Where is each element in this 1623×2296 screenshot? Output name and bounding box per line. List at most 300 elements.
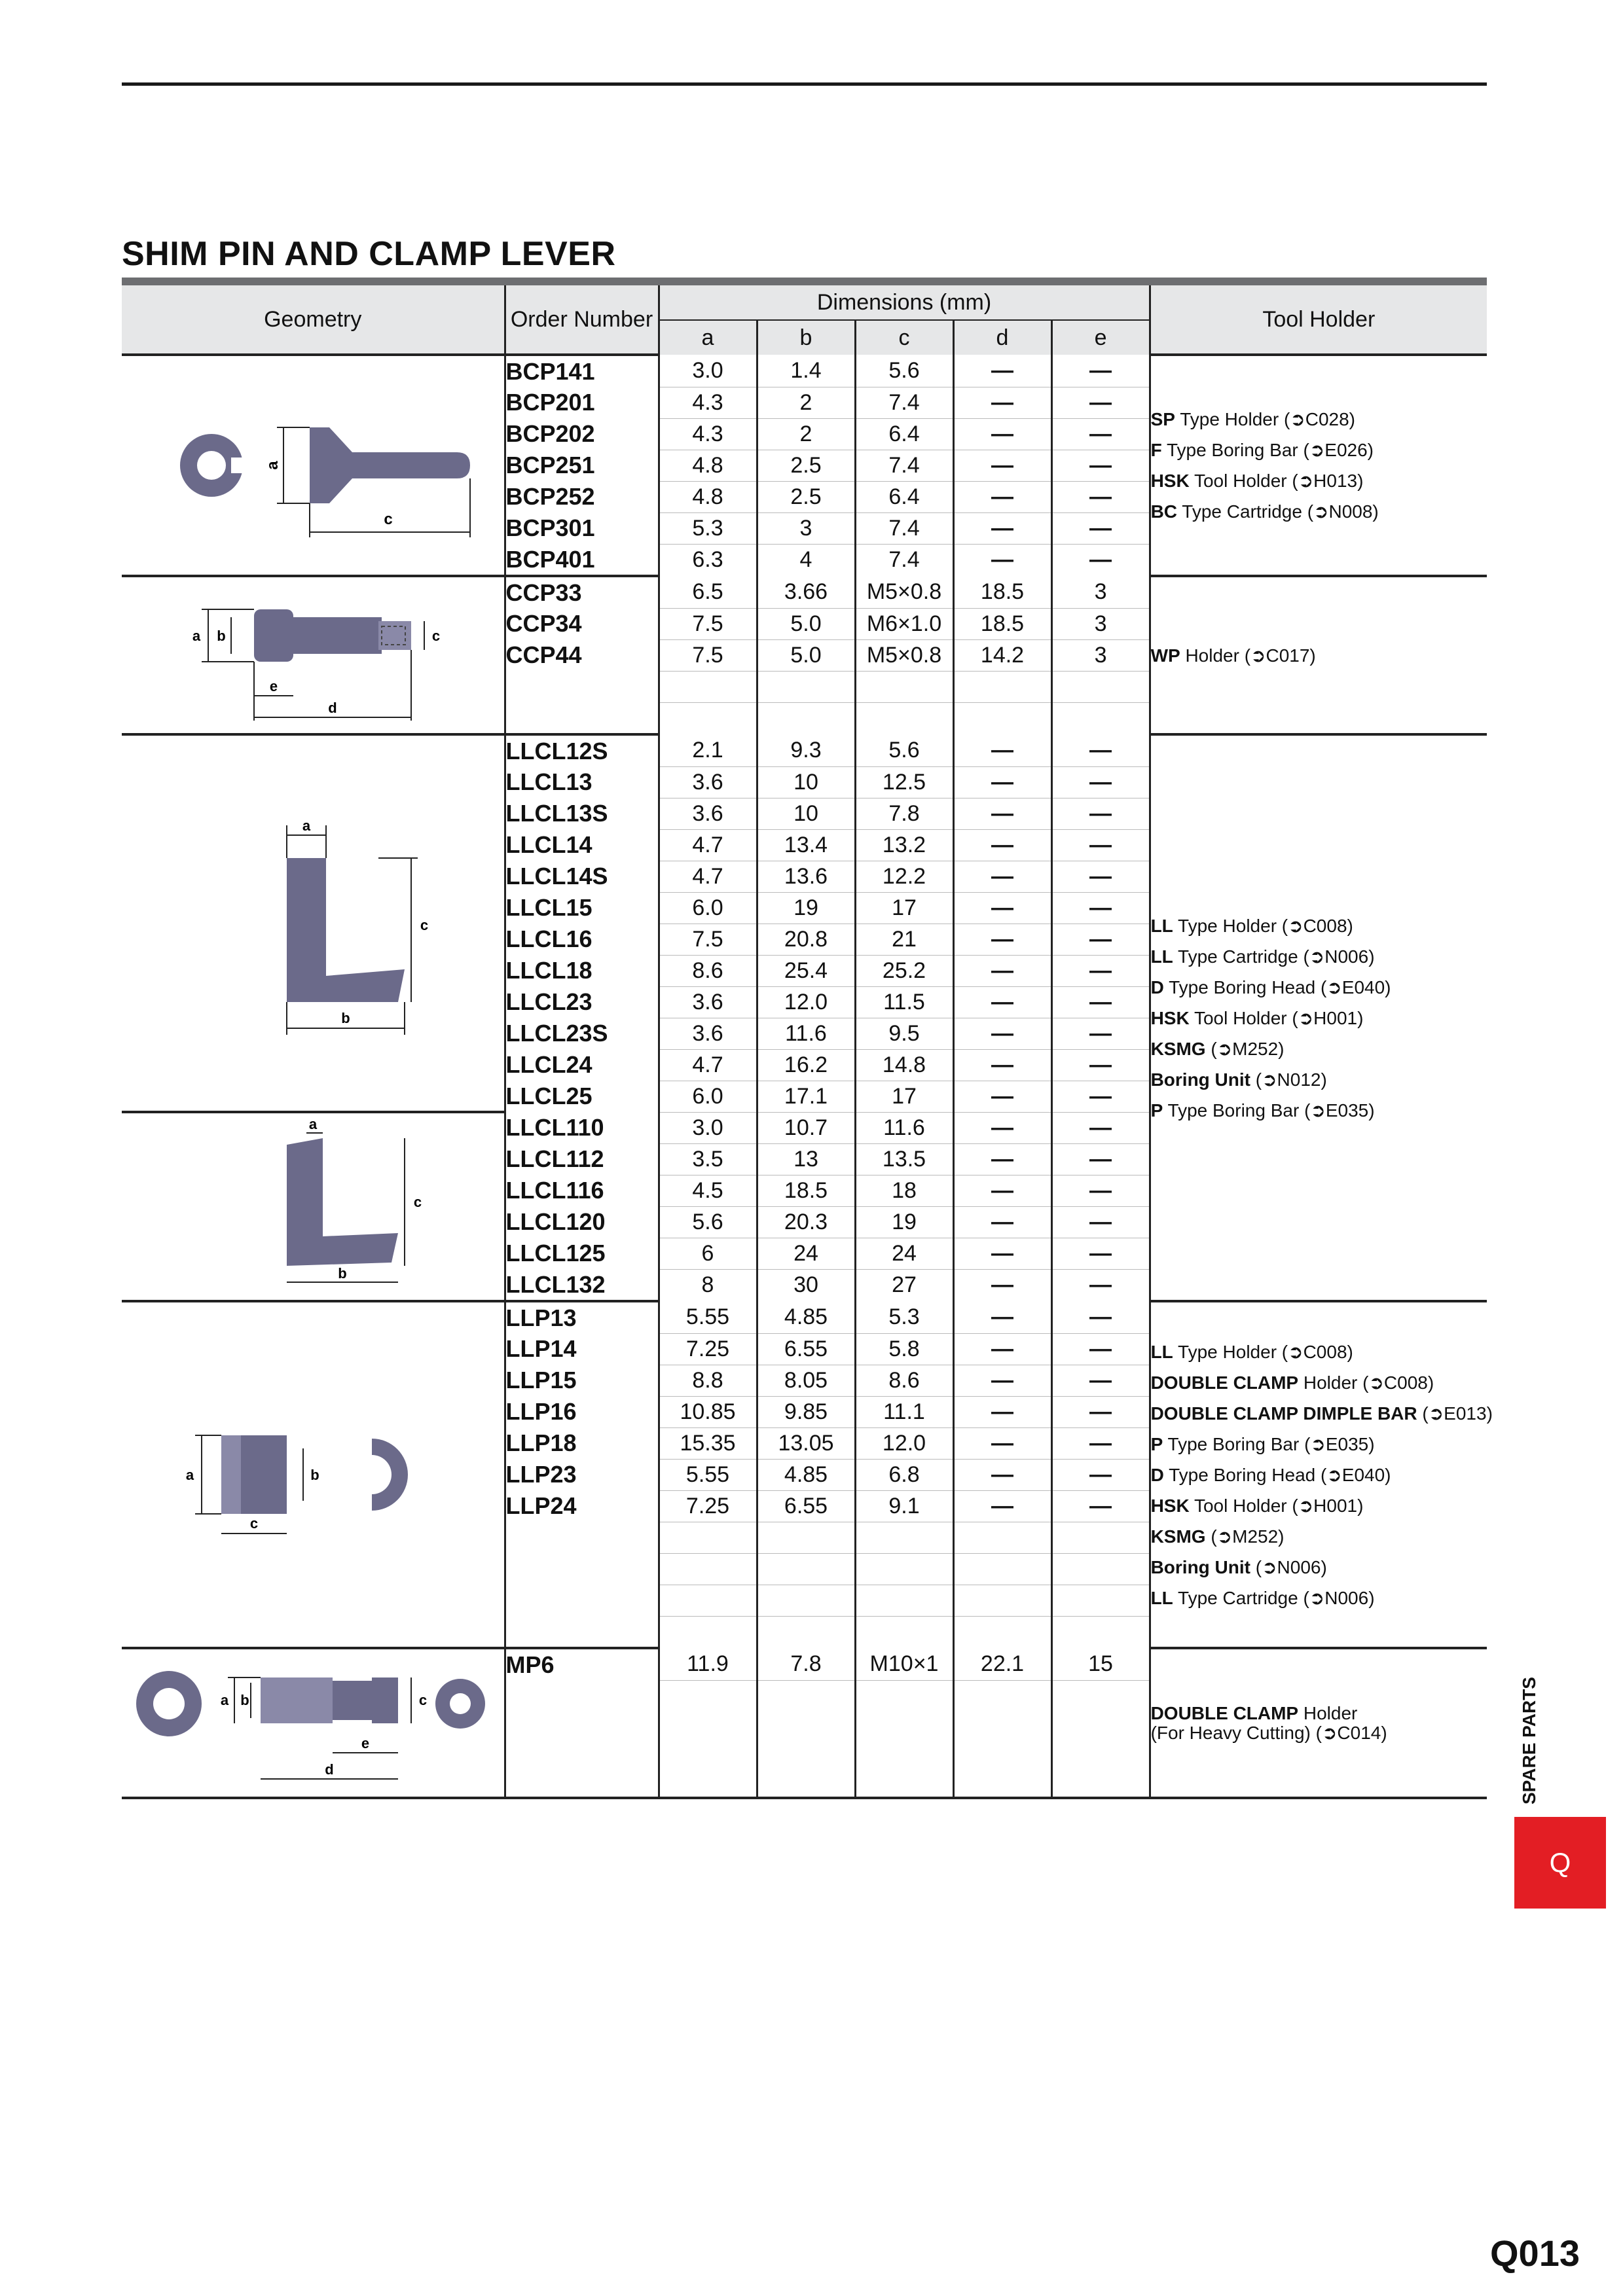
dim-a-cell	[659, 1522, 757, 1553]
order-number-cell: LLCL23S	[505, 1018, 659, 1049]
dim-e-cell: —	[1051, 1490, 1150, 1522]
table-row	[122, 576, 1487, 608]
dim-e-cell: —	[1051, 1301, 1150, 1333]
dim-a-cell: 8.8	[659, 1365, 757, 1396]
tool-holder-list	[1150, 1301, 1493, 1648]
dim-a-cell: 7.5	[659, 639, 757, 671]
dim-a-cell	[659, 1585, 757, 1616]
dim-b-cell: 13.4	[757, 829, 855, 861]
section-title: SHIM PIN AND CLAMP LEVER	[122, 235, 616, 273]
dim-c-cell: 5.6	[855, 734, 953, 766]
dim-a-cell: 2.1	[659, 734, 757, 766]
order-number-cell	[505, 1616, 659, 1648]
order-number-cell: CCP44	[505, 639, 659, 671]
svg-text:b: b	[217, 628, 226, 644]
dim-c-cell: 11.6	[855, 1112, 953, 1143]
order-number-cell: LLCL12S	[505, 734, 659, 766]
dim-b-cell: 17.1	[757, 1081, 855, 1112]
dim-c-cell: M10×1	[855, 1648, 953, 1680]
dim-c-cell: 12.2	[855, 861, 953, 892]
dim-c-cell: 5.6	[855, 355, 953, 387]
dim-a-cell: 15.35	[659, 1427, 757, 1459]
dim-d-cell	[953, 1585, 1051, 1616]
dim-c-cell: 7.4	[855, 387, 953, 418]
dim-c-cell: 21	[855, 924, 953, 955]
dim-d-cell: —	[953, 798, 1051, 829]
order-number-cell	[505, 702, 659, 734]
dim-e-cell: 3	[1051, 639, 1150, 671]
dim-d-cell: —	[953, 418, 1051, 450]
ccp-geometry-diagram	[122, 576, 505, 734]
dim-e-cell: —	[1051, 924, 1150, 955]
order-number-cell: LLCL24	[505, 1049, 659, 1081]
dim-e-cell: —	[1051, 1333, 1150, 1365]
dim-b-cell: 4.85	[757, 1301, 855, 1333]
svg-text:a: a	[220, 1691, 228, 1708]
dim-e-cell: —	[1051, 387, 1150, 418]
dim-a-cell: 5.6	[659, 1206, 757, 1238]
dim-b-cell: 6.55	[757, 1490, 855, 1522]
dim-d-cell: —	[953, 861, 1051, 892]
dim-c-cell: 13.2	[855, 829, 953, 861]
top-rule	[122, 82, 1487, 86]
header-dim-d: d	[953, 320, 1051, 355]
tool-holder-link[interactable]: (For Heavy Cutting) (➲C014)	[1150, 1722, 1387, 1743]
dim-e-cell	[1051, 1553, 1150, 1585]
dim-a-cell: 5.55	[659, 1459, 757, 1490]
tool-holder-list	[1150, 1648, 1487, 1798]
tool-holder-link[interactable]: Boring Unit (➲N006)	[1150, 1556, 1327, 1577]
svg-text:b: b	[338, 1265, 347, 1282]
dim-c-cell	[855, 1522, 953, 1553]
order-number-cell: CCP33	[505, 576, 659, 608]
tool-holder-link[interactable]: SP Type Holder (➲C028)	[1150, 409, 1355, 429]
order-number-cell: LLCL120	[505, 1206, 659, 1238]
order-number-cell	[505, 1680, 659, 1798]
order-number-cell	[505, 1522, 659, 1553]
dim-a-cell: 6.5	[659, 576, 757, 608]
dim-b-cell: 3	[757, 512, 855, 544]
dim-b-cell: 24	[757, 1238, 855, 1269]
dim-b-cell: 13.6	[757, 861, 855, 892]
dim-a-cell	[659, 671, 757, 702]
dim-c-cell: 19	[855, 1206, 953, 1238]
tool-holder-link[interactable]: DOUBLE CLAMP Holder (➲C008)	[1150, 1372, 1434, 1393]
dim-d-cell: 18.5	[953, 608, 1051, 639]
order-number-cell: LLCL16	[505, 924, 659, 955]
dim-b-cell	[757, 702, 855, 734]
order-number-cell: LLCL112	[505, 1143, 659, 1175]
tool-holder-link[interactable]: BC Type Cartridge (➲N008)	[1150, 501, 1379, 522]
tool-holder-link[interactable]: HSK Tool Holder (➲H013)	[1150, 471, 1364, 491]
tool-holder-link[interactable]: DOUBLE CLAMP Holder	[1150, 1702, 1358, 1723]
dim-a-cell: 7.25	[659, 1490, 757, 1522]
order-number-cell: BCP141	[505, 355, 659, 387]
dim-d-cell: —	[953, 734, 1051, 766]
header-dim-c: c	[855, 320, 953, 355]
dim-e-cell: —	[1051, 798, 1150, 829]
dim-a-cell: 4.7	[659, 1049, 757, 1081]
order-number-cell: LLCL116	[505, 1175, 659, 1206]
dim-d-cell: —	[953, 355, 1051, 387]
dim-d-cell: —	[953, 1365, 1051, 1396]
dim-d-cell: —	[953, 481, 1051, 512]
dim-c-cell	[855, 1616, 953, 1648]
dim-b-cell: 20.8	[757, 924, 855, 955]
header-dimensions: Dimensions (mm)	[659, 285, 1150, 320]
dim-e-cell: 3	[1051, 576, 1150, 608]
svg-text:d: d	[325, 1761, 334, 1778]
dim-a-cell: 5.55	[659, 1301, 757, 1333]
dim-a-cell	[659, 1616, 757, 1648]
svg-text:c: c	[249, 1515, 258, 1532]
dim-d-cell: —	[953, 1175, 1051, 1206]
dim-d-cell: —	[953, 512, 1051, 544]
dim-a-cell: 8	[659, 1269, 757, 1301]
section-tab[interactable]: Q	[1514, 1817, 1606, 1909]
dim-b-cell: 3.66	[757, 576, 855, 608]
tool-holder-link[interactable]: D Type Boring Head (➲E040)	[1150, 1464, 1391, 1485]
dim-a-cell	[659, 702, 757, 734]
dim-b-cell: 10.7	[757, 1112, 855, 1143]
dim-c-cell: 18	[855, 1175, 953, 1206]
order-number-cell: LLCL18	[505, 955, 659, 986]
dim-a-cell: 3.6	[659, 1018, 757, 1049]
tool-holder-link[interactable]: HSK Tool Holder (➲H001)	[1150, 1007, 1364, 1028]
svg-text:a: a	[302, 817, 310, 834]
dim-e-cell: —	[1051, 1396, 1150, 1427]
dim-c-cell: 14.8	[855, 1049, 953, 1081]
dim-e-cell: —	[1051, 1081, 1150, 1112]
dim-d-cell: —	[953, 1301, 1051, 1333]
dim-d-cell: 14.2	[953, 639, 1051, 671]
order-number-cell: LLCL13S	[505, 798, 659, 829]
svg-text:a: a	[192, 628, 200, 644]
dim-b-cell: 20.3	[757, 1206, 855, 1238]
dim-d-cell: —	[953, 544, 1051, 576]
dim-c-cell: 7.4	[855, 544, 953, 576]
tool-holder-link[interactable]: DOUBLE CLAMP DIMPLE BAR (➲E013)	[1150, 1403, 1493, 1424]
dim-e-cell: —	[1051, 1018, 1150, 1049]
tool-holder-link[interactable]: P Type Boring Bar (➲E035)	[1150, 1100, 1375, 1121]
dim-c-cell: 24	[855, 1238, 953, 1269]
dim-b-cell	[757, 1585, 855, 1616]
dim-c-cell: 25.2	[855, 955, 953, 986]
dim-b-cell: 9.3	[757, 734, 855, 766]
header-dim-b: b	[757, 320, 855, 355]
dim-e-cell: —	[1051, 481, 1150, 512]
dim-b-cell	[757, 1522, 855, 1553]
dim-b-cell: 18.5	[757, 1175, 855, 1206]
svg-text:c: c	[431, 628, 440, 644]
dim-d-cell: —	[953, 1206, 1051, 1238]
order-number-cell: LLP24	[505, 1490, 659, 1522]
dim-a-cell: 4.8	[659, 450, 757, 481]
dim-c-cell	[855, 671, 953, 702]
tool-holder-link[interactable]: WP Holder (➲C017)	[1150, 645, 1316, 666]
dim-a-cell: 7.25	[659, 1333, 757, 1365]
dim-c-cell	[855, 1585, 953, 1616]
dim-e-cell	[1051, 1616, 1150, 1648]
tool-holder-link[interactable]: P Type Boring Bar (➲E035)	[1150, 1433, 1375, 1454]
order-number-cell: MP6	[505, 1648, 659, 1680]
table-row	[122, 355, 1487, 387]
dim-b-cell: 4	[757, 544, 855, 576]
dim-d-cell	[953, 1553, 1051, 1585]
dim-d-cell: 22.1	[953, 1648, 1051, 1680]
dim-a-cell: 6.3	[659, 544, 757, 576]
svg-text:e: e	[269, 678, 278, 694]
header-dim-a: a	[659, 320, 757, 355]
dim-c-cell	[855, 702, 953, 734]
dim-c-cell: 12.0	[855, 1427, 953, 1459]
dim-c-cell: M5×0.8	[855, 576, 953, 608]
tool-holder-link[interactable]: KSMG (➲M252)	[1150, 1526, 1285, 1547]
dim-d-cell: —	[953, 1396, 1051, 1427]
dim-a-cell: 4.5	[659, 1175, 757, 1206]
order-number-cell: BCP401	[505, 544, 659, 576]
dim-b-cell: 5.0	[757, 639, 855, 671]
llcl-geometry-diagram	[122, 1112, 505, 1301]
dim-c-cell	[855, 1553, 953, 1585]
dim-a-cell: 4.8	[659, 481, 757, 512]
order-number-cell	[505, 671, 659, 702]
dim-b-cell: 10	[757, 766, 855, 798]
bcp-geometry-diagram	[122, 355, 505, 576]
dim-b-cell: 9.85	[757, 1396, 855, 1427]
dim-b-cell: 6.55	[757, 1333, 855, 1365]
tool-holder-link[interactable]: LL Type Holder (➲C008)	[1150, 1341, 1353, 1362]
dim-b-cell: 10	[757, 798, 855, 829]
dim-a-cell: 10.85	[659, 1396, 757, 1427]
dim-c-cell: 17	[855, 1081, 953, 1112]
dim-e-cell: —	[1051, 1143, 1150, 1175]
order-number-cell: BCP251	[505, 450, 659, 481]
dim-d-cell: —	[953, 1269, 1051, 1301]
dim-e-cell: —	[1051, 986, 1150, 1018]
dim-b-cell: 30	[757, 1269, 855, 1301]
dim-e-cell: —	[1051, 1269, 1150, 1301]
order-number-cell: LLCL25	[505, 1081, 659, 1112]
dim-d-cell: —	[953, 1143, 1051, 1175]
header-geometry: Geometry	[122, 285, 505, 355]
dim-e-cell: —	[1051, 450, 1150, 481]
dim-c-cell	[855, 1680, 953, 1798]
dim-e-cell	[1051, 1585, 1150, 1616]
dim-c-cell: 9.1	[855, 1490, 953, 1522]
table-row	[122, 734, 1487, 766]
order-number-cell: LLP13	[505, 1301, 659, 1333]
dim-b-cell: 2.5	[757, 481, 855, 512]
dim-e-cell: —	[1051, 1427, 1150, 1459]
table-row	[122, 1648, 1487, 1680]
order-number-cell: LLCL15	[505, 892, 659, 924]
tool-holder-link[interactable]: LL Type Cartridge (➲N006)	[1150, 946, 1375, 967]
dim-b-cell: 25.4	[757, 955, 855, 986]
dim-a-cell: 3.6	[659, 798, 757, 829]
dim-b-cell: 5.0	[757, 608, 855, 639]
svg-text:c: c	[420, 916, 428, 933]
order-number-cell: LLP15	[505, 1365, 659, 1396]
dim-b-cell: 19	[757, 892, 855, 924]
tool-holder-link[interactable]: D Type Boring Head (➲E040)	[1150, 977, 1391, 997]
dim-b-cell: 1.4	[757, 355, 855, 387]
page-number: Q013	[1490, 2233, 1580, 2274]
dim-e-cell: —	[1051, 1365, 1150, 1396]
order-number-cell: LLCL132	[505, 1269, 659, 1301]
dim-d-cell: 18.5	[953, 576, 1051, 608]
dim-d-cell: —	[953, 766, 1051, 798]
svg-text:a: a	[263, 461, 282, 470]
dim-d-cell: —	[953, 1459, 1051, 1490]
dim-d-cell	[953, 1522, 1051, 1553]
svg-text:c: c	[413, 1193, 422, 1210]
dim-d-cell: —	[953, 892, 1051, 924]
svg-text:a: a	[185, 1467, 194, 1483]
dim-e-cell: —	[1051, 829, 1150, 861]
dim-c-cell: 13.5	[855, 1143, 953, 1175]
tool-holder-list	[1150, 576, 1487, 734]
order-number-cell: LLP16	[505, 1396, 659, 1427]
dim-b-cell: 7.8	[757, 1648, 855, 1680]
tool-holder-link[interactable]: Boring Unit (➲N012)	[1150, 1069, 1327, 1090]
dim-e-cell	[1051, 1522, 1150, 1553]
mp-geometry-diagram	[122, 1648, 505, 1798]
dim-c-cell: 7.4	[855, 450, 953, 481]
dim-c-cell: 11.5	[855, 986, 953, 1018]
spare-parts-table	[122, 285, 1493, 1799]
header-dim-e: e	[1051, 320, 1150, 355]
svg-text:b: b	[240, 1691, 249, 1708]
dim-c-cell: 8.6	[855, 1365, 953, 1396]
svg-text:b: b	[310, 1467, 319, 1483]
dim-d-cell: —	[953, 1018, 1051, 1049]
dim-d-cell: —	[953, 1112, 1051, 1143]
dim-c-cell: M6×1.0	[855, 608, 953, 639]
side-tab-label: SPARE PARTS	[1519, 1677, 1539, 1805]
llcl-geometry-diagram	[122, 734, 505, 1112]
dim-a-cell: 8.6	[659, 955, 757, 986]
dim-b-cell: 16.2	[757, 1049, 855, 1081]
dim-b-cell: 2	[757, 418, 855, 450]
dim-c-cell: 5.3	[855, 1301, 953, 1333]
table-row	[122, 1301, 1487, 1333]
dim-e-cell: —	[1051, 861, 1150, 892]
dim-a-cell: 3.5	[659, 1143, 757, 1175]
order-number-cell: LLCL125	[505, 1238, 659, 1269]
dim-e-cell: —	[1051, 734, 1150, 766]
dim-a-cell	[659, 1553, 757, 1585]
dim-d-cell: —	[953, 829, 1051, 861]
svg-text:b: b	[341, 1009, 350, 1026]
order-number-cell: LLCL14	[505, 829, 659, 861]
dim-a-cell: 11.9	[659, 1648, 757, 1680]
dim-a-cell: 6.0	[659, 1081, 757, 1112]
dim-c-cell: 6.4	[855, 481, 953, 512]
dim-e-cell: —	[1051, 1459, 1150, 1490]
dim-d-cell: —	[953, 1490, 1051, 1522]
dim-e-cell	[1051, 1680, 1150, 1798]
header-tool-holder: Tool Holder	[1150, 285, 1487, 355]
dim-e-cell: —	[1051, 544, 1150, 576]
tool-holder-link[interactable]: LL Type Holder (➲C008)	[1150, 915, 1353, 936]
dim-b-cell	[757, 1680, 855, 1798]
order-number-cell: LLCL13	[505, 766, 659, 798]
order-number-cell: LLCL14S	[505, 861, 659, 892]
tool-holder-link[interactable]: KSMG (➲M252)	[1150, 1038, 1285, 1059]
tool-holder-link[interactable]: LL Type Cartridge (➲N006)	[1150, 1587, 1375, 1608]
dim-a-cell: 6	[659, 1238, 757, 1269]
dim-a-cell: 4.7	[659, 861, 757, 892]
svg-text:d: d	[328, 700, 337, 716]
dim-d-cell	[953, 1680, 1051, 1798]
dim-e-cell: —	[1051, 955, 1150, 986]
svg-text:e: e	[361, 1734, 369, 1751]
dim-a-cell: 3.6	[659, 766, 757, 798]
title-bar	[122, 278, 1487, 285]
svg-text:a: a	[308, 1118, 317, 1132]
dim-c-cell: 17	[855, 892, 953, 924]
order-number-cell	[505, 1553, 659, 1585]
order-number-cell: BCP252	[505, 481, 659, 512]
dim-b-cell: 4.85	[757, 1459, 855, 1490]
dim-b-cell: 11.6	[757, 1018, 855, 1049]
dim-d-cell: —	[953, 387, 1051, 418]
order-number-cell: BCP201	[505, 387, 659, 418]
dim-b-cell: 2	[757, 387, 855, 418]
dim-a-cell: 3.0	[659, 355, 757, 387]
dim-d-cell	[953, 671, 1051, 702]
dim-a-cell: 3.0	[659, 1112, 757, 1143]
dim-c-cell: 9.5	[855, 1018, 953, 1049]
dim-a-cell: 4.3	[659, 418, 757, 450]
dim-d-cell: —	[953, 1049, 1051, 1081]
tool-holder-link[interactable]: HSK Tool Holder (➲H001)	[1150, 1495, 1364, 1516]
dim-d-cell: —	[953, 924, 1051, 955]
dim-a-cell: 4.7	[659, 829, 757, 861]
dim-a-cell: 4.3	[659, 387, 757, 418]
tool-holder-link[interactable]: F Type Boring Bar (➲E026)	[1150, 440, 1374, 460]
dim-d-cell	[953, 1616, 1051, 1648]
dim-e-cell: —	[1051, 1112, 1150, 1143]
dim-a-cell	[659, 1680, 757, 1798]
dim-c-cell: 7.8	[855, 798, 953, 829]
dim-c-cell: 5.8	[855, 1333, 953, 1365]
dim-e-cell: —	[1051, 512, 1150, 544]
dim-b-cell: 13	[757, 1143, 855, 1175]
order-number-cell: BCP301	[505, 512, 659, 544]
dim-e-cell: 15	[1051, 1648, 1150, 1680]
dim-b-cell	[757, 1553, 855, 1585]
svg-text:c: c	[384, 511, 393, 528]
order-number-cell: BCP202	[505, 418, 659, 450]
dim-c-cell: 27	[855, 1269, 953, 1301]
tool-holder-list	[1150, 355, 1487, 576]
dim-c-cell: 7.4	[855, 512, 953, 544]
dim-d-cell: —	[953, 1081, 1051, 1112]
tool-holder-list	[1150, 734, 1487, 1301]
dim-e-cell: —	[1051, 1206, 1150, 1238]
dim-c-cell: 11.1	[855, 1396, 953, 1427]
order-number-cell	[505, 1585, 659, 1616]
dim-d-cell: —	[953, 1238, 1051, 1269]
dim-b-cell	[757, 1616, 855, 1648]
dim-a-cell: 7.5	[659, 608, 757, 639]
dim-c-cell: 12.5	[855, 766, 953, 798]
dim-e-cell: —	[1051, 418, 1150, 450]
bcp-pin-diagram	[149, 387, 477, 544]
dim-c-cell: 6.4	[855, 418, 953, 450]
